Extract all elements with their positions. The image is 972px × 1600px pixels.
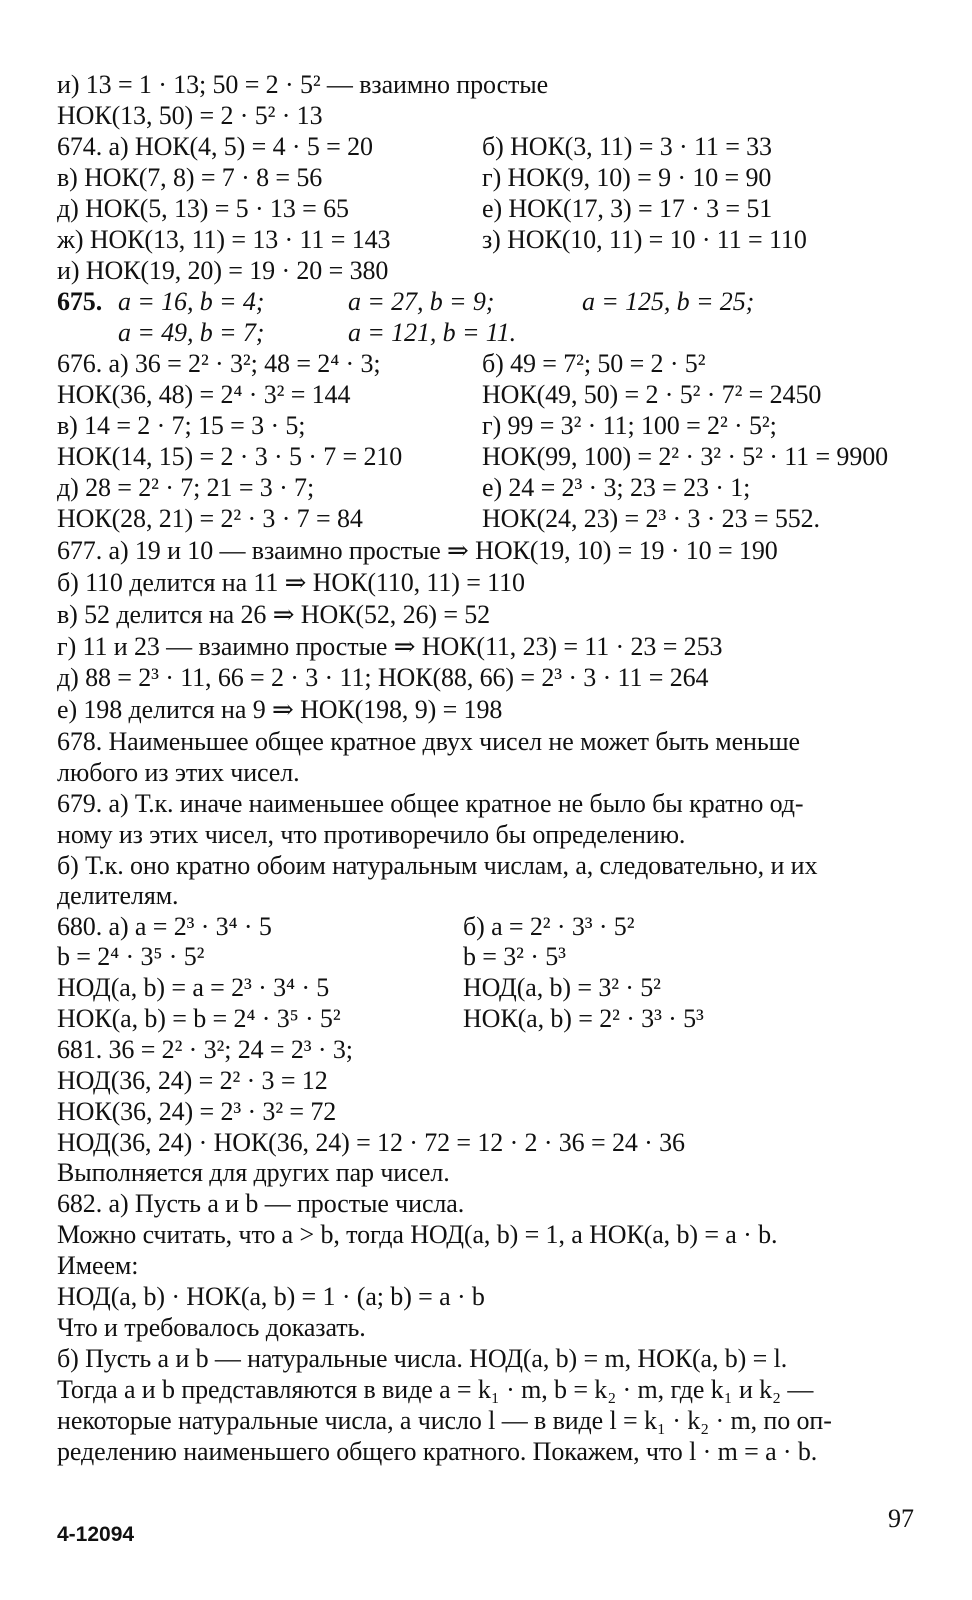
problem-674-zh: ж) НОК(13, 11) = 13 · 11 = 143 — [57, 225, 391, 254]
text-line: НОК(14, 15) = 2 · 3 · 5 · 7 = 210 — [57, 442, 403, 471]
problem-675-pair: a = 49, b = 7; — [118, 318, 265, 347]
problem-677-e: е) 198 делится на 9 ⇒ НОК(198, 9) = 198 — [57, 695, 503, 724]
text-line: НОД(a, b) = a = 2³ · 3⁴ · 5 — [57, 973, 330, 1002]
problem-676-a: 676. а) 36 = 2² · 3²; 48 = 2⁴ · 3; — [57, 349, 381, 378]
text-line: НОК(49, 50) = 2 · 5² · 7² = 2450 — [482, 380, 822, 409]
text-line: Можно считать, что a > b, тогда НОД(a, b) = 1, а НОК(a, b) = a · b. — [57, 1220, 778, 1249]
problem-674-v: в) НОК(7, 8) = 7 · 8 = 56 — [57, 163, 323, 192]
text-line — [57, 101, 323, 131]
problem-678: 678. Наименьшее общее кратное двух чисел не может быть меньше — [57, 727, 800, 756]
problem-674-a: 674. а) НОК(4, 5) = 4 · 5 = 20 — [57, 132, 373, 161]
text-line — [57, 70, 548, 100]
line-text: и) 13 = 1 · 13; 50 = 2 · 5² — взаимно простые — [57, 70, 549, 99]
problem-676-v: в) 14 = 2 · 7; 15 = 3 · 5; — [57, 411, 306, 440]
footer-code: 4-12094 — [57, 1523, 135, 1546]
text-line: НОК(a, b) = 2² · 3³ · 5³ — [463, 1004, 704, 1033]
problem-679-a: 679. а) Т.к. иначе наименьшее общее кратное не было бы кратно од- — [57, 789, 804, 818]
problem-681: 681. 36 = 2² · 3²; 24 = 2³ · 3; — [57, 1035, 353, 1064]
problem-675-pair: a = 27, b = 9; — [348, 287, 495, 316]
problem-682-a: 682. а) Пусть a и b — простые числа. — [57, 1189, 465, 1218]
text-line: НОК(36, 24) = 2³ · 3² = 72 — [57, 1097, 337, 1126]
problem-677-g: г) 11 и 23 — взаимно простые ⇒ НОК(11, 23) = 11 · 23 = 253 — [57, 632, 723, 661]
problem-674-d: д) НОК(5, 13) = 5 · 13 = 65 — [57, 194, 349, 223]
problem-677-b: б) 110 делится на 11 ⇒ НОК(110, 11) = 110 — [57, 568, 525, 597]
problem-674-i: и) НОК(19, 20) = 19 · 20 = 380 — [57, 256, 389, 285]
text-line: Имеем: — [57, 1251, 139, 1280]
text-line: НОД(a, b) = 3² · 5² — [463, 973, 661, 1002]
text-line: ному из этих чисел, что противоречило бы определению. — [57, 820, 686, 849]
text-line: Что и требовалось доказать. — [57, 1313, 366, 1342]
text-line: НОК(36, 48) = 2⁴ · 3² = 144 — [57, 380, 351, 409]
problem-674-e: е) НОК(17, 3) = 17 · 3 = 51 — [482, 194, 773, 223]
text-line: НОК(a, b) = b = 2⁴ · 3⁵ · 5² — [57, 1004, 341, 1033]
text-line: НОК(24, 23) = 2³ · 3 · 23 = 552. — [482, 504, 820, 533]
line-text: НОК(13, 50) = 2 · 5² · 13 — [57, 101, 323, 130]
problem-676-d: д) 28 = 2² · 7; 21 = 3 · 7; — [57, 473, 315, 502]
text-line: ределению наименьшего общего кратного. Покажем, что l · m = a · b. — [57, 1437, 818, 1466]
problem-677-a: 677. а) 19 и 10 — взаимно простые ⇒ НОК(19, 10) = 19 · 10 = 190 — [57, 536, 778, 565]
text-line: Тогда a и b представляются в виде a = k₁ · m, b = k₂ · m, где k₁ и k₂ — — [57, 1375, 814, 1404]
problem-674-b: б) НОК(3, 11) = 3 · 11 = 33 — [482, 132, 772, 161]
text-line: b = 3² · 5³ — [463, 942, 566, 971]
problem-677-d: д) 88 = 2³ · 11, 66 = 2 · 3 · 11; НОК(88, 66) = 2³ · 3 · 11 = 264 — [57, 663, 709, 692]
text-line: НОК(99, 100) = 2² · 3² · 5² · 11 = 9900 — [482, 442, 889, 471]
problem-675-pair: a = 125, b = 25; — [582, 287, 755, 316]
problem-675-number: 675. — [57, 287, 103, 316]
problem-674-g: г) НОК(9, 10) = 9 · 10 = 90 — [482, 163, 772, 192]
text-line: делителям. — [57, 881, 179, 910]
text-line: Выполняется для других пар чисел. — [57, 1158, 450, 1187]
problem-675-pair: a = 121, b = 11. — [348, 318, 517, 347]
problem-675-pair: a = 16, b = 4; — [118, 287, 265, 316]
text-line: любого из этих чисел. — [57, 758, 300, 787]
text-line: НОД(36, 24) = 2² · 3 = 12 — [57, 1066, 328, 1095]
problem-676-g: г) 99 = 3² · 11; 100 = 2² · 5²; — [482, 411, 777, 440]
problem-680-a: 680. а) a = 2³ · 3⁴ · 5 — [57, 912, 272, 941]
text-line: b = 2⁴ · 3⁵ · 5² — [57, 942, 205, 971]
text-line: некоторые натуральные числа, а число l — в виде l = k₁ · k₂ · m, по оп- — [57, 1406, 832, 1435]
text-line: НОД(36, 24) · НОК(36, 24) = 12 · 72 = 12 · 2 · 36 = 24 · 36 — [57, 1128, 685, 1157]
problem-682-b: б) Пусть a и b — натуральные числа. НОД(a, b) = m, НОК(a, b) = l. — [57, 1344, 788, 1373]
problem-677-v: в) 52 делится на 26 ⇒ НОК(52, 26) = 52 — [57, 600, 491, 629]
text-line: НОК(28, 21) = 2² · 3 · 7 = 84 — [57, 504, 363, 533]
page-number: 97 — [888, 1504, 914, 1533]
problem-676-b: б) 49 = 7²; 50 = 2 · 5² — [482, 349, 706, 378]
text-line: НОД(a, b) · НОК(a, b) = 1 · (a; b) = a · b — [57, 1282, 485, 1311]
problem-680-b: б) a = 2² · 3³ · 5² — [463, 912, 635, 941]
problem-679-b: б) Т.к. оно кратно обоим натуральным числам, а, следовательно, и их — [57, 851, 818, 880]
problem-674-z: з) НОК(10, 11) = 10 · 11 = 110 — [482, 225, 807, 254]
problem-676-e: е) 24 = 2³ · 3; 23 = 23 · 1; — [482, 473, 751, 502]
